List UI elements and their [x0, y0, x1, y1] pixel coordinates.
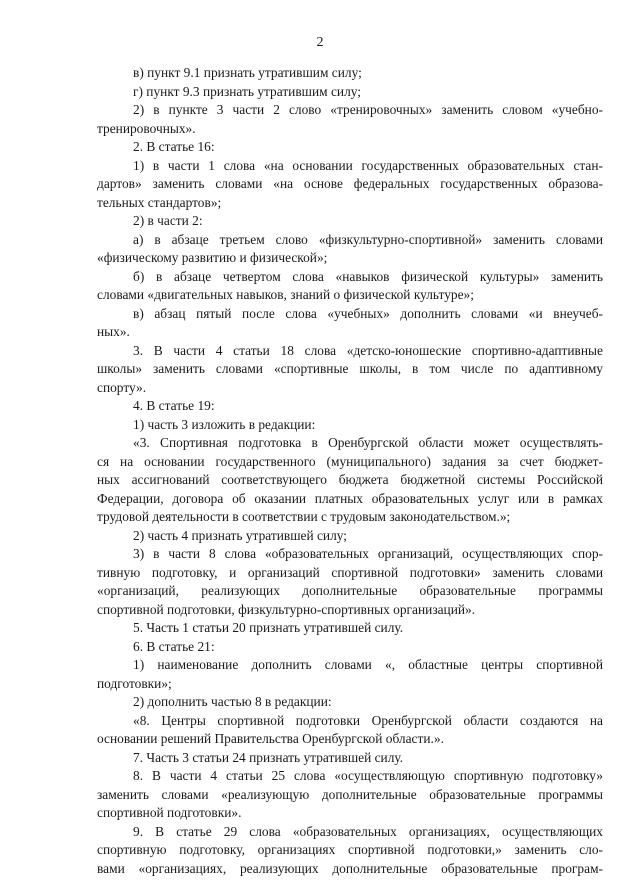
text-line: спортивной подготовки, физкультурно-спортивных организаций». [97, 601, 476, 617]
text-line: г) пункт 9.3 признать утратившим силу; [133, 83, 361, 99]
text-line: б) в абзаце четвертом слова «навыков физической культуры» заменить [133, 268, 603, 284]
text-line: тельных стандартов»; [97, 194, 222, 210]
text-line: 7. Часть 3 статьи 24 признать утратившей силу. [133, 749, 404, 765]
text-line: 2. В статье 16: [133, 139, 215, 154]
text-line: ных». [97, 324, 130, 339]
text-line: 3) в части 8 слова «образовательных организаций, осуществляющих спор- [133, 546, 603, 561]
text-line: ся на основании государственного (муниципального) задания за счет бюджет- [97, 453, 603, 469]
text-line: «8. Центры спортивной подготовки Оренбургской области создаются на [133, 712, 603, 728]
text-line: дартов» заменить словами «на основе федеральных государственных образова- [97, 176, 603, 191]
text-line: 6. В статье 21: [133, 638, 215, 654]
text-line: словами «двигательных навыков, знаний о физической культуре»; [97, 287, 474, 302]
text-line: 1) наименование дополнить словами «, областные центры спортивной [133, 657, 603, 672]
page-number: 2 [316, 35, 324, 50]
text-line: Федерации, договора об оказании платных образовательных услуг или в рамках [97, 490, 603, 506]
text-line: а) в абзаце третьем слово «физкультурно-спортивной» заменить словами [133, 231, 603, 247]
text-line: 5. Часть 1 статьи 20 признать утратившей силу. [133, 620, 404, 635]
text-line: 2) часть 4 признать утратившей силу; [133, 527, 348, 543]
text-line: 2) в части 2: [133, 213, 203, 228]
text-line: 9. В статье 29 слова «образовательных организациях, осуществляющих [133, 823, 603, 839]
text-line: в) пункт 9.1 признать утратившим силу; [133, 65, 362, 80]
text-line: спортивную подготовку, организациях спортивной подготовки,» заменить сло- [97, 842, 603, 857]
text-line: основании решений Правительства Оренбургской области.». [97, 731, 444, 746]
text-line: заменить словами «реализующую дополнительные образовательные программы [97, 786, 603, 802]
text-line: вами «организациях, реализующих дополнительные образовательные програм- [97, 860, 603, 876]
text-line: 4. В статье 19: [133, 398, 215, 413]
text-line: «организаций, реализующих дополнительные образовательные программы [97, 583, 603, 598]
text-line: подготовки»; [97, 675, 172, 691]
text-line: ных ассигнований соответствующего бюджета бюджетной системы Российской [97, 472, 603, 487]
text-line: 1) часть 3 изложить в редакции: [133, 416, 316, 432]
text-line: «физическому развитию и физической»; [97, 250, 328, 265]
text-line: трудовой деятельности в соответствии с трудовым законодательством.»; [97, 509, 511, 524]
text-line: спорту». [97, 379, 147, 395]
text-line: «3. Спортивная подготовка в Оренбургской области может осуществлять- [133, 435, 603, 450]
text-line: школы» заменить словами «спортивные школы, в том числе по адаптивному [97, 361, 603, 376]
text-line: 2) в пункте 3 части 2 слово «тренировочных» заменить словом «учебно- [133, 102, 603, 117]
text-line: 1) в части 1 слова «на основании государственных образовательных стан- [133, 157, 603, 173]
document-body [97, 64, 603, 878]
text-line: в) абзац пятый после слова «учебных» дополнить словами «и внеучеб- [133, 305, 603, 321]
text-line: 8. В части 4 статьи 25 слова «осуществляющую спортивную подготовку» [133, 768, 603, 783]
text-line: тренировочных». [97, 120, 196, 136]
text-line: 3. В части 4 статьи 18 слова «детско-юношеские спортивно-адаптивные [133, 342, 603, 358]
text-line: тивную подготовку, и организаций спортивной подготовки» заменить словами [97, 564, 603, 580]
text-line: 2) дополнить частью 8 в редакции: [133, 694, 332, 709]
text-line: спортивной подготовки». [97, 805, 242, 820]
